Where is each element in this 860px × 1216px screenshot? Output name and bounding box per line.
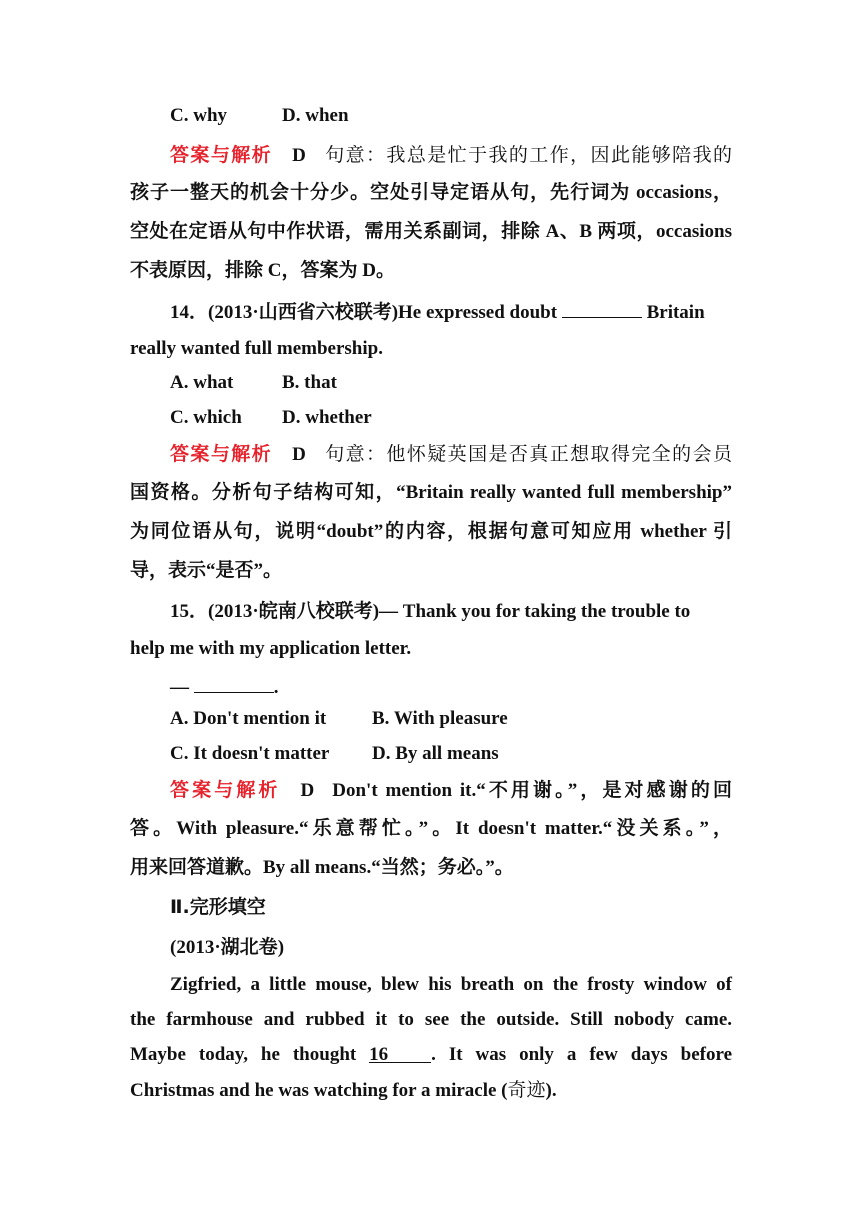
q15-answer-line: [170, 778, 732, 803]
q15-options-cd: [170, 742, 732, 766]
q14-option-c: C. which: [170, 407, 242, 428]
q14-answer-letter: D: [292, 444, 306, 465]
q14-options-cd: [170, 406, 732, 430]
q14-stem-2: really wanted full membership.: [130, 338, 383, 359]
q13-explanation-4: 不表原因，排除 C，答案为 D。: [130, 260, 395, 281]
q15-explanation-1: Don't mention it.“不用谢。”，是对感谢的回: [332, 780, 732, 801]
q14-explanation-2: 国资格。分析句子结构可知，“Britain really wanted full membership”: [130, 482, 732, 503]
q15-options-ab: [170, 707, 732, 731]
q13-answer-letter: D: [292, 145, 306, 166]
section-source: (2013·湖北卷): [170, 936, 285, 958]
q14-stem: 14．(2013·山西省六校联考)He expressed doubt Britain: [170, 298, 732, 325]
q15-option-a: A. Don't mention it: [170, 708, 327, 729]
q13-explanation-2: 孩子一整天的机会十分少。空处引导定语从句，先行词为 occasions，: [130, 182, 732, 203]
q14-explanation-1: 句意：他怀疑英国是否真正想取得完全的会员: [323, 443, 732, 465]
q13-option-c: C. why: [170, 105, 228, 126]
q15-option-b: B. With pleasure: [372, 708, 508, 729]
q15-number: 15．: [170, 601, 209, 622]
q13-answer-line: [170, 143, 732, 168]
q14-number: 14．: [170, 302, 209, 323]
passage-line-3: Maybe today, he thought 16 . It was only a few days before: [130, 1044, 732, 1065]
passage-line-2: the farmhouse and rubbed it to see the outside. Still nobody came.: [130, 1009, 732, 1030]
q14-blank: [562, 298, 642, 318]
q15-option-c: C. It doesn't matter: [170, 743, 330, 764]
q15-source: 皖南八校联考: [258, 600, 373, 622]
passage-line-4: Christmas and he was watching for a miracle (奇迹).: [130, 1079, 557, 1101]
q15-explanation-3: 用来回答道歉。By all means.“当然；务必。”。: [130, 857, 514, 878]
answer-label: 答案与解析: [170, 779, 281, 801]
passage-line-1: Zigfried, a little mouse, blew his breath on the frosty window of: [170, 974, 732, 995]
q14-option-b: B. that: [282, 372, 337, 393]
section-title: Ⅱ.完形填空: [170, 896, 266, 918]
q14-options-ab: [170, 371, 732, 395]
q14-option-d: D. whether: [282, 407, 372, 428]
q14-answer-line: [170, 442, 732, 467]
q13-option-d: D. when: [282, 105, 349, 126]
blank-16: 16: [369, 1043, 431, 1063]
q15-answer-letter: D: [300, 780, 315, 801]
q15-option-d: D. By all means: [372, 743, 499, 764]
q14-source: 山西省六校联考: [258, 301, 392, 323]
q14-option-a: A. what: [170, 372, 234, 393]
q14-explanation-4: 导，表示“是否”。: [130, 560, 283, 581]
q13-options-cd: [170, 104, 732, 128]
q15-reply: — .: [170, 673, 732, 700]
q15-stem-2: help me with my application letter.: [130, 638, 412, 659]
q15-explanation-2: 答。With pleasure.“乐意帮忙。”。It doesn't matter.“没关系。”，: [130, 818, 732, 839]
q14-explanation-3: 为同位语从句，说明“doubt”的内容，根据句意可知应用 whether 引: [130, 521, 732, 542]
q13-explanation-1: 句意：我总是忙于我的工作，因此能够陪我的: [323, 144, 732, 166]
answer-label: 答案与解析: [170, 443, 273, 465]
q15-stem: 15．(2013·皖南八校联考)— Thank you for taking the trouble to: [170, 600, 691, 622]
q13-explanation-3: 空处在定语从句中作状语，需用关系副词，排除 A、B 两项，occasions: [130, 221, 732, 242]
answer-label: 答案与解析: [170, 144, 273, 166]
q15-blank: [194, 673, 274, 693]
